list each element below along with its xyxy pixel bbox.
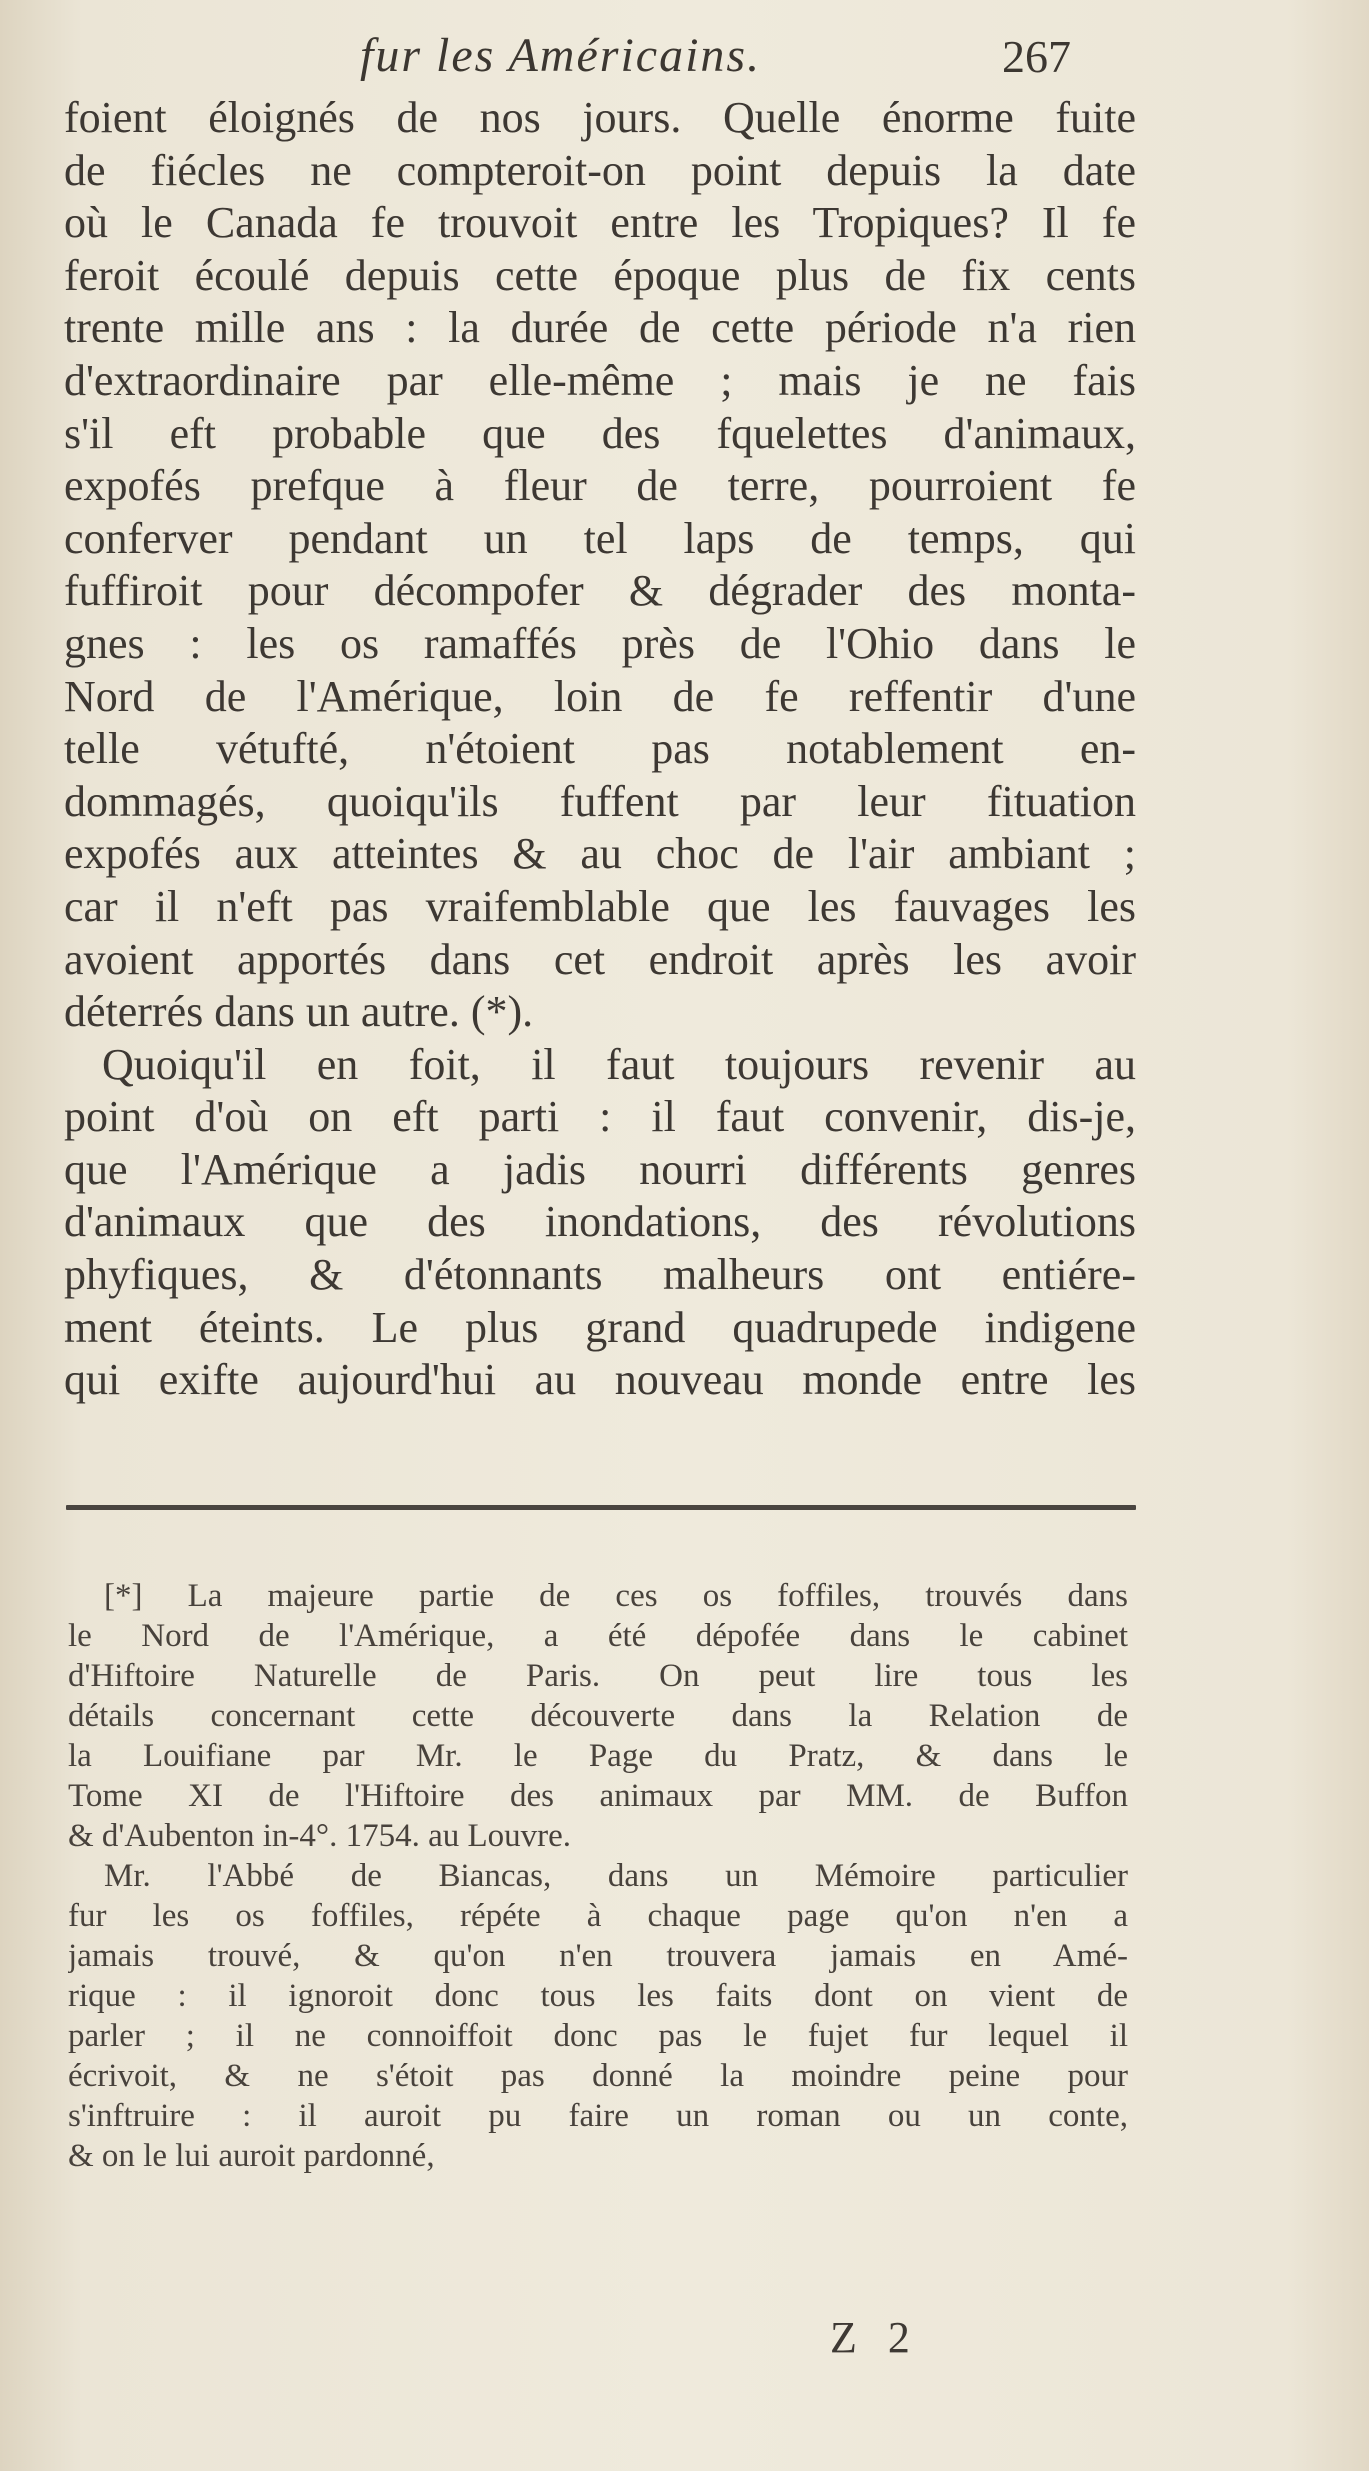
running-head bbox=[0, 28, 1369, 88]
text-line: d'extraordinaire par elle-même ; mais je ne fais bbox=[64, 355, 1136, 405]
footnote-line: & d'Aubenton in-4°. 1754. au Louvre. bbox=[68, 1818, 572, 1854]
footnote-line: Tome XI de l'Hiftoire des animaux par MM. de Buffon bbox=[68, 1778, 1128, 1814]
footnote-separator-rule bbox=[66, 1505, 1136, 1510]
footnote-line: parler ; il ne connoiffoit donc pas le fujet fur lequel il bbox=[68, 2018, 1128, 2054]
text-line: s'il eft probable que des fquelettes d'animaux, bbox=[64, 408, 1136, 458]
footnote-block bbox=[68, 1576, 1128, 2176]
footnote-line: & on le lui auroit pardonné, bbox=[68, 2138, 435, 2174]
text-line: dommagés, quoiqu'ils fuffent par leur fituation bbox=[64, 776, 1136, 826]
footnote-line: écrivoit, & ne s'étoit pas donné la moindre peine pour bbox=[68, 2058, 1128, 2094]
text-line: car il n'eft pas vraifemblable que les fauvages les bbox=[64, 881, 1136, 931]
text-line: fuffiroit pour décompofer & dégrader des monta- bbox=[64, 566, 1136, 616]
text-line: ment éteints. Le plus grand quadrupede indigene bbox=[64, 1302, 1136, 1352]
text-line: point d'où on eft parti : il faut convenir, dis-je, bbox=[64, 1092, 1136, 1142]
text-line: expofés aux atteintes & au choc de l'air ambiant ; bbox=[64, 829, 1136, 879]
footnote-line: Mr. l'Abbé de Biancas, dans un Mémoire particulier bbox=[104, 1858, 1128, 1894]
footnote-line: détails concernant cette découverte dans la Relation de bbox=[68, 1698, 1128, 1734]
footnote-line: d'Hiftoire Naturelle de Paris. On peut lire tous les bbox=[68, 1658, 1128, 1694]
running-title: fur les Américains. bbox=[360, 29, 762, 82]
text-line: qui exifte aujourd'hui au nouveau monde entre les bbox=[64, 1355, 1136, 1405]
text-line: expofés prefque à fleur de terre, pourroient fe bbox=[64, 461, 1136, 511]
text-line: Nord de l'Amérique, loin de fe reffentir d'une bbox=[64, 671, 1136, 721]
footnote-line: rique : il ignoroit donc tous les faits dont on vient de bbox=[68, 1978, 1128, 2014]
text-line: de fiécles ne compteroit-on point depuis la date bbox=[64, 145, 1136, 195]
text-line: telle vétufté, n'étoient pas notablement en- bbox=[64, 724, 1136, 774]
footnote-line: [*] La majeure partie de ces os foffiles, trouvés dans bbox=[104, 1578, 1128, 1614]
text-line: feroit écoulé depuis cette époque plus de fix cents bbox=[64, 250, 1136, 300]
text-line: gnes : les os ramaffés près de l'Ohio dans le bbox=[64, 618, 1136, 668]
text-line: d'animaux que des inondations, des révolutions bbox=[64, 1197, 1136, 1247]
text-line: que l'Amérique a jadis nourri différents genres bbox=[64, 1144, 1136, 1194]
text-line: Quoiqu'il en foit, il faut toujours revenir au bbox=[102, 1039, 1136, 1089]
footnote-line: le Nord de l'Amérique, a été dépofée dans le cabinet bbox=[68, 1618, 1128, 1654]
signature-mark: Z 2 bbox=[830, 2313, 920, 2362]
text-line: foient éloignés de nos jours. Quelle énorme fuite bbox=[64, 93, 1136, 142]
text-line: où le Canada fe trouvoit entre les Tropiques? Il fe bbox=[64, 198, 1136, 248]
text-line: conferver pendant un tel laps de temps, qui bbox=[64, 513, 1136, 563]
text-line: trente mille ans : la durée de cette période n'a rien bbox=[64, 303, 1136, 353]
footnote-line: fur les os foffiles, répéte à chaque page qu'on n'en a bbox=[68, 1898, 1128, 1934]
footnote-line: la Louifiane par Mr. le Page du Pratz, & dans le bbox=[68, 1738, 1128, 1774]
footnote-line: jamais trouvé, & qu'on n'en trouvera jamais en Amé- bbox=[68, 1938, 1128, 1974]
text-line: phyfiques, & d'étonnants malheurs ont entiére- bbox=[64, 1250, 1136, 1300]
main-text-block bbox=[64, 92, 1136, 1407]
text-line: déterrés dans un autre. (*). bbox=[64, 987, 534, 1037]
footnote-line: s'inftruire : il auroit pu faire un roman ou un conte, bbox=[68, 2098, 1128, 2134]
text-line: avoient apportés dans cet endroit après les avoir bbox=[64, 934, 1136, 984]
page-number: 267 bbox=[1002, 31, 1071, 82]
